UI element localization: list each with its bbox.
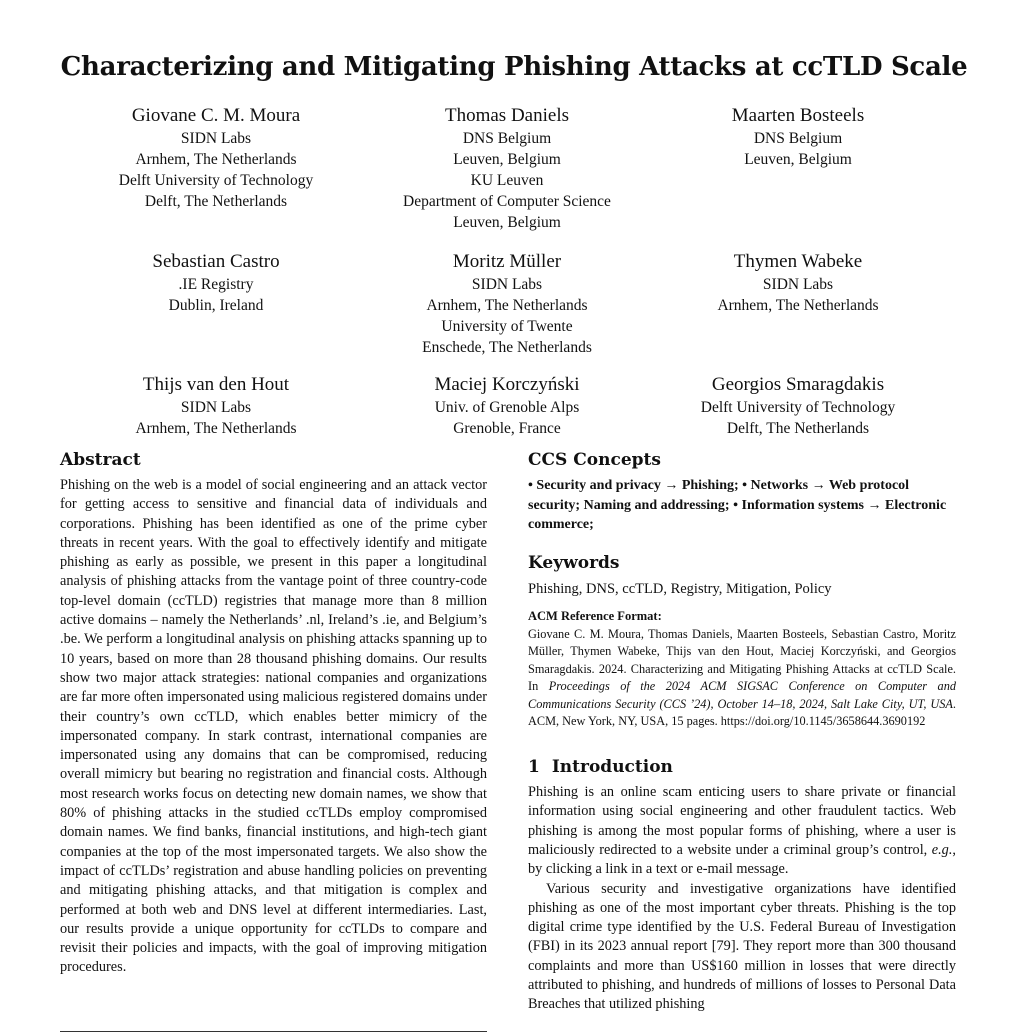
author-card xyxy=(357,250,657,358)
author-name: Maciej Korczyński xyxy=(434,374,580,395)
author-affiliation: Delft, The Netherlands xyxy=(144,193,288,210)
author-affiliation: Enschede, The Netherlands xyxy=(422,339,592,356)
author-affiliation: Department of Computer Science xyxy=(403,193,611,210)
author-affiliation: Delft, The Netherlands xyxy=(726,420,870,437)
reference-proceedings: Proceedings of the 2024 ACM SIGSAC Conference on Computer and Communications Security (CCS ’24), October 14–18, 2024, Salt Lake City, UT, USA xyxy=(528,679,956,711)
author-affiliation: Arnhem, The Netherlands xyxy=(717,297,879,314)
author-affiliation: SIDN Labs xyxy=(180,130,252,147)
ccs-heading: CCS Concepts xyxy=(528,450,661,470)
intro-p1-eg: e.g. xyxy=(931,841,953,858)
intro-paragraph-2: Various security and investigative organizations have identified phishing as one of the most important cyber threats. Phishing is the top digital crime type identified by the U.S. Federal Bureau of Investigation (FBI) in its 2023 annual report [79]. They report more than 300 thousand complaints and more than US$160 million in losses that were directly attributed to phishing, and hundreds of millions of losses to Personal Data Breaches that utilized phishing xyxy=(528,880,956,1013)
author-name: Georgios Smaragdakis xyxy=(711,374,885,395)
author-name: Thomas Daniels xyxy=(444,105,569,126)
author-affiliation: .IE Registry xyxy=(178,276,254,293)
author-card xyxy=(357,104,657,233)
author-affiliation: Univ. of Grenoble Alps xyxy=(434,399,580,416)
author-affiliation: Leuven, Belgium xyxy=(453,214,561,231)
intro-p1-text: Phishing is an online scam enticing users to share private or financial information using social engineering and other fraudulent tactics. Web phishing is among the most popular forms of phishing, where a user is maliciously redirected to a website under a criminal group’s control, xyxy=(528,784,956,858)
author-affiliation: SIDN Labs xyxy=(762,276,834,293)
abstract-text: Phishing on the web is a model of social engineering and an attack vector for getting access to sensitive and financial data of individuals and corporations. Phishing has been identified as one of the prime cyber threats in recent years. With the goal to effectively identify and mitigate phishing as early as possible, we present in this paper a longitudinal analysis of phishing attacks from the vantage point of three country-code top-level domain (ccTLD) registries that manage more than 8 million active domains – namely the Netherlands’ .nl, Ireland’s .ie, and Belgium’s .be. We perform a longitudinal analysis on phishing attacks spanning up to 10 years, based on more than 28 thousand phishing domains. Our results show two major attack strategies: national companies and organizations are far more often impersonated using malicious registered domains under their country’s own ccTLD, which enables better mimicry of the impersonated company. In stark contrast, international companies are impersonated using any domains that can be compromised, reducing overall mimicry but bearing no registration and financial costs. Although most research works focus on detecting new domain names, we show that 80% of phishing attacks in the studied ccTLDs employ compromised domain names. We find banks, financial institutions, and high-tech giant companies at the top of the most impersonated targets. We also show the impact of ccTLDs’ registration and abuse handling policies on preventing and mitigating phishing attacks, and that mitigation is complex and performed at both web and DNS level at different intermediaries. Last, our results provide a unique opportunity for ccTLDs to compare and revisit their policies and impacts, with the goal of improving mitigation procedures. xyxy=(60,477,487,976)
author-affiliation: DNS Belgium xyxy=(753,130,843,147)
author-affiliation: DNS Belgium xyxy=(462,130,552,147)
author-card xyxy=(648,104,948,170)
author-name: Thymen Wabeke xyxy=(733,251,863,272)
ccs-concepts-text: • Security and privacy → Phishing; • Networks → Web protocol security; Naming and addressing; • Information systems → Electronic commerce; xyxy=(528,478,947,532)
author-affiliation: University of Twente xyxy=(441,318,573,335)
section-title: Introduction xyxy=(551,757,673,778)
author-card xyxy=(66,250,366,316)
author-affiliation: Dublin, Ireland xyxy=(168,297,264,314)
author-affiliation: Arnhem, The Netherlands xyxy=(135,151,297,168)
author-affiliation: Arnhem, The Netherlands xyxy=(135,420,297,437)
right-column xyxy=(528,450,956,1015)
author-affiliation: SIDN Labs xyxy=(180,399,252,416)
author-affiliation: Grenoble, France xyxy=(453,420,561,437)
author-name: Thijs van den Hout xyxy=(142,374,290,395)
section-number: 1 xyxy=(528,757,540,778)
introduction-heading xyxy=(528,757,956,777)
reference-format-text xyxy=(528,626,956,732)
reference-doi[interactable]: . ACM, New York, NY, USA, 15 pages. https://doi.org/10.1145/3658644.3690192 xyxy=(528,696,956,729)
footnote-rule xyxy=(60,1031,487,1032)
author-card xyxy=(357,373,657,439)
author-card xyxy=(648,250,948,316)
reference-format-heading: ACM Reference Format: xyxy=(528,608,662,623)
left-column xyxy=(60,450,487,978)
author-card xyxy=(66,104,366,212)
author-name: Maarten Bosteels xyxy=(731,105,865,126)
author-name: Giovane C. M. Moura xyxy=(131,105,301,126)
abstract-heading: Abstract xyxy=(60,450,141,470)
author-name: Sebastian Castro xyxy=(152,251,280,272)
author-affiliation: Delft University of Technology xyxy=(118,172,314,189)
reference-authors: Giovane C. M. Moura, Thomas Daniels, Maarten Bosteels, Sebastian Castro, Moritz Müller, Thymen Wabeke, Thijs van den Hout, Maciej Korczyński, and Georgios Smaragdakis. 2024. Characterizing and Mitigating Phishing Attacks at ccTLD Scale. In xyxy=(528,626,956,694)
paper-title: Characterizing and Mitigating Phishing Attacks at ccTLD Scale xyxy=(60,52,968,82)
intro-paragraph-1 xyxy=(528,783,956,879)
author-affiliation: KU Leuven xyxy=(470,172,544,189)
author-affiliation: Arnhem, The Netherlands xyxy=(426,297,588,314)
author-affiliation: SIDN Labs xyxy=(471,276,543,293)
author-card xyxy=(648,373,948,439)
keywords-text: Phishing, DNS, ccTLD, Registry, Mitigation, Policy xyxy=(528,580,832,597)
author-affiliation: Delft University of Technology xyxy=(700,399,896,416)
author-card xyxy=(66,373,366,439)
intro-p1-tail: , by clicking a link in a text or e-mail message. xyxy=(528,841,956,878)
author-affiliation: Leuven, Belgium xyxy=(453,151,561,168)
keywords-heading: Keywords xyxy=(528,552,620,573)
author-name: Moritz Müller xyxy=(452,251,562,272)
author-affiliation: Leuven, Belgium xyxy=(744,151,852,168)
